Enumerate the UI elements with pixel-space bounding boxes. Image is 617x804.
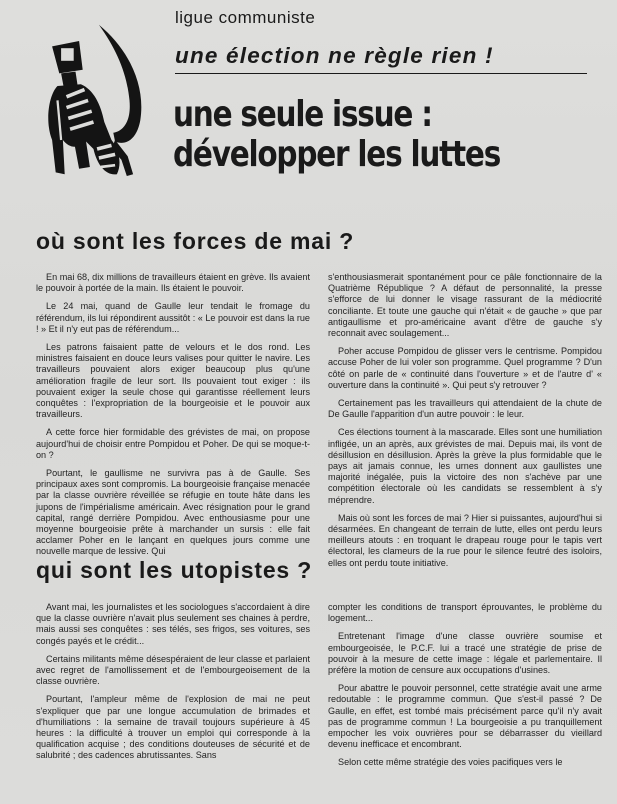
paragraph-continuation: compter les conditions de transport éprouvantes, le problème du logement... (328, 602, 602, 624)
headline-line-1: une seule issue : (173, 94, 432, 135)
paragraph: Pourtant, le gaullisme ne survivra pas à de Gaulle. Ses principaux axes sont compromis. La bourgeoisie française menacée par la classe ouvrière réveillée se réfugie en toute hâte dans les jupons de l'impérialisme américain. Avec résignation pour le grand capital, rangé derrière Pompidou. Avec enthousiasme pour une moyenne bourgeoisie prête à marchander un sursis : elle fait acclamer Poher en le lançant en quelques jours comme une nouvelle marque de lessive. Qui (36, 468, 310, 557)
section-title-utopistes: qui sont les utopistes ? (36, 557, 313, 583)
fist-sickle-icon (38, 14, 158, 194)
paragraph: Avant mai, les journalistes et les sociologues s'accordaient à dire que la classe ouvrière n'avait plus seulement ses chaines à perdre, mais aussi ses conquêtes : ses télés, ses frigos, ses voitures, ses congés payés et le crédit... (36, 602, 310, 646)
headline (173, 95, 500, 175)
section-1-left-column (36, 272, 310, 565)
paragraph: A cette force hier formidable des grévistes de mai, on propose aujourd'hui de choisir entre Pompidou et Poher. De qui se moque-t-on ? (36, 427, 310, 460)
section-2-right-column (328, 602, 602, 776)
paragraph: Mais où sont les forces de mai ? Hier si puissantes, aujourd'hui si désarmées. En changeant de terrain de lutte, elles ont perdu leurs meilleurs atouts : en troquant le drapeau rouge pour le tapis vert électoral, les clameurs de la rue pour le silence feutré des isoloirs, elles ont perdu toute initiative. (328, 512, 602, 568)
paragraph: Entretenant l'image d'une classe ouvrière soumise et embourgeoisée, le P.C.F. lui a tracé une stratégie de prise de pouvoir à la mesure de cette image : légale et parlementaire. Il préfère la motion de censure aux occupations d'usines. (328, 631, 602, 676)
paragraph: Les patrons faisaient patte de velours et le dos rond. Les ministres faisaient en douce leurs valises pour quitter le navire. Les travailleurs pouvaient alors exiger beaucoup plus qu'une amélioration fragile de leur sort. Ils pouvaient tout exiger : ils pouvaient exiger la seule chose qui garantisse réellement leurs conquêtes : l'expropriation de la bourgeoisie et le pouvoir aux travailleurs. (36, 342, 310, 420)
paragraph: Selon cette même stratégie des voies pacifiques vers le (338, 757, 563, 768)
paragraph: Pourtant, l'ampleur même de l'explosion de mai ne peut s'expliquer que par une longue accumulation de brimades et d'humiliations : la semaine de travail toujours supérieure à 45 heures : la difficulté à trouver un emploi qui corresponde à la qualification acquise ; des conditions douteuses de sécurité et de salubrité ; des cadences abrutissantes. Sans (36, 694, 310, 761)
paragraph: Poher accuse Pompidou de glisser vers le centrisme. Pompidou accuse Poher de lui voler son programme. Quel programme ? D'un côté on parle de « continuité dans l'ouverture » et de l'autre d' « ouverture dans la continuité ». Qui peut s'y retrouver ? (328, 346, 602, 390)
section-2-left-column (36, 602, 310, 769)
section-title-forces-de-mai: où sont les forces de mai ? (36, 228, 355, 254)
section-1-right-column (328, 272, 602, 576)
slogan: une élection ne règle rien ! (175, 43, 587, 74)
paragraph: Pour abattre le pouvoir personnel, cette stratégie avait une arme redoutable : le programme commun. Que s'est-il passé ? De Gaulle, en effet, est tombé mais précisément parce qu'il n'y avait pas de programme commun ! La bourgeoisie a pu tranquillement empocher les voix ouvrières pour se débarrasser du vieillard devenu inefficace et encombrant. (328, 683, 602, 750)
paragraph: Certains militants même désespéraient de leur classe et parlaient avec regret de l'amollissement et de l'embourgeoisement de la classe ouvrière. (36, 653, 310, 687)
paragraph: En mai 68, dix millions de travailleurs étaient en grève. Ils avaient le pouvoir à portée de la main. Ils étaient le pouvoir. (36, 272, 310, 294)
organization-name: ligue communiste (175, 8, 316, 27)
paragraph-continuation: s'enthousiasmerait spontanément pour ce pâle fonctionnaire de la Quatrième République ? A défaut de personnalité, la presse s'efforce de lui donner le visage rassurant de la médiocrité conciliante. Et toute une gauche qui n'était « de gauche » que par antigaullisme et pro-américaine avant d'être de gauche s'y reconnait avec soulagement... (328, 272, 602, 339)
paragraph: Le 24 mai, quand de Gaulle leur tendait le fromage du référendum, ils lui répondirent aussitôt : « Le pouvoir est dans la rue ! » Et il n'y eut pas de référendum... (36, 301, 310, 334)
paragraph: Ces élections tournent à la mascarade. Elles sont une humiliation infligée, un an après, aux grévistes de mai. Depuis mai, ils vont de désillusion en désillusion. Après la grève la plus formidable que le pays ait jamais connue, les urnes donnent aux gaullistes une majorité inégalée, puis la victoire des non s'achève par une compétition électorale où les candidats se ressemblent à s'y méprendre. (328, 427, 602, 505)
paragraph: Certainement pas les travailleurs qui attendaient de la chute de De Gaulle l'apparition d'un autre pouvoir : le leur. (328, 398, 602, 420)
headline-line-2: développer les luttes (173, 134, 501, 175)
